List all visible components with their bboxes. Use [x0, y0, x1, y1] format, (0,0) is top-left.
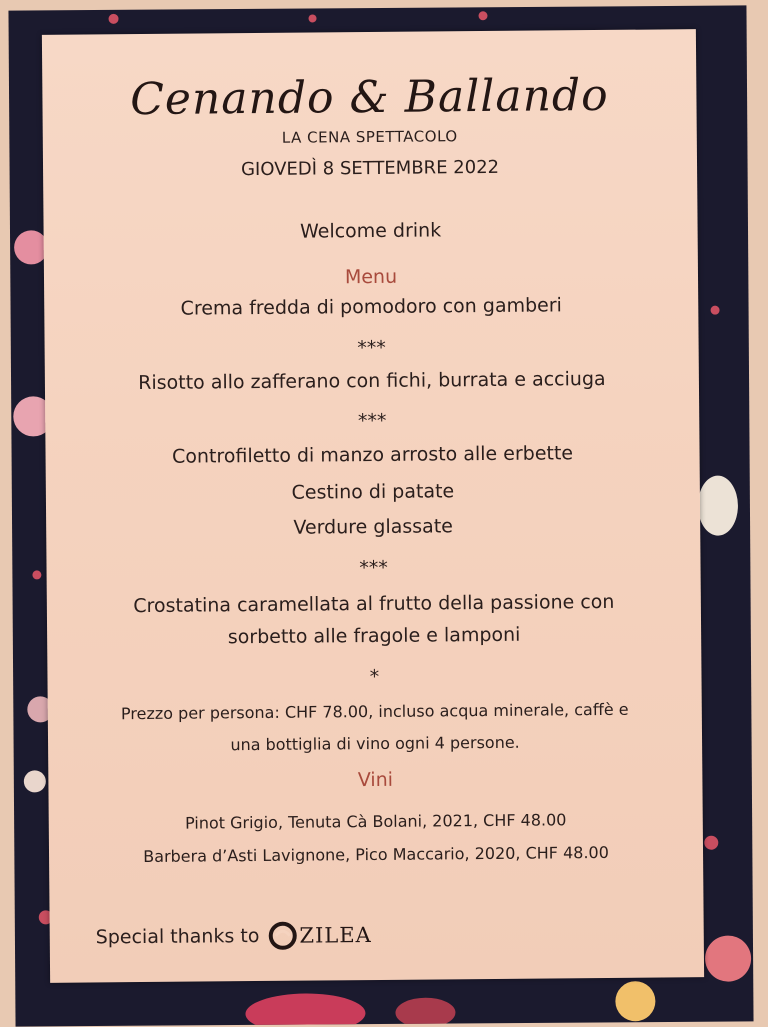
menu-heading: Menu	[344, 265, 398, 289]
price-info: una bottiglia di vino ogni 4 persone.	[230, 732, 520, 755]
course-side: Verdure glassate	[293, 515, 454, 539]
flower-decoration	[32, 570, 41, 579]
course-first: Risotto allo zafferano con fichi, burrata e acciuga	[138, 367, 606, 395]
menu-paper	[42, 29, 704, 983]
flower-decoration	[705, 935, 751, 981]
thanks-text: Special thanks to	[95, 925, 260, 949]
course-main: Controfiletto di manzo arrosto alle erbette	[171, 442, 574, 468]
flower-decoration	[308, 14, 316, 22]
wines-heading: Vini	[357, 768, 394, 792]
wine-item: Barbera d’Asti Lavignone, Pico Maccario, 2020, CHF 48.00	[143, 842, 609, 867]
flower-decoration	[245, 993, 365, 1026]
flower-decoration	[704, 836, 718, 850]
dessert-line: sorbetto alle fragole e lamponi	[227, 623, 521, 649]
sponsor-logo	[267, 920, 372, 951]
course-separator: ***	[357, 336, 386, 360]
flower-decoration	[711, 306, 720, 315]
event-date: GIOVEDÌ 8 SETTEMBRE 2022	[240, 156, 500, 181]
flower-decoration	[395, 997, 455, 1026]
sponsor-name: ZILEA	[299, 923, 372, 948]
course-separator: ***	[359, 556, 388, 580]
wine-item: Pinot Grigio, Tenuta Cà Bolani, 2021, CHF 48.00	[184, 810, 567, 833]
course-separator: ***	[357, 409, 387, 433]
course-separator: *	[369, 665, 380, 689]
sponsor-credit	[96, 920, 372, 952]
flower-decoration	[108, 14, 118, 24]
event-title: Cenando & Ballando	[130, 69, 609, 126]
price-info: Prezzo per persona: CHF 78.00, incluso acqua minerale, caffè e	[120, 699, 629, 724]
flower-decoration	[478, 11, 487, 20]
dessert-line: Crostatina caramellata al frutto della passione con	[133, 590, 615, 618]
flower-decoration	[24, 770, 46, 792]
course-side: Cestino di patate	[291, 480, 455, 504]
zilea-swirl-icon	[267, 921, 297, 951]
flower-decoration	[615, 981, 655, 1021]
flower-decoration	[698, 476, 738, 536]
event-subtitle: LA CENA SPETTACOLO	[281, 127, 458, 147]
course-starter: Crema fredda di pomodoro con gamberi	[180, 294, 562, 320]
welcome-drink: Welcome drink	[299, 219, 442, 243]
